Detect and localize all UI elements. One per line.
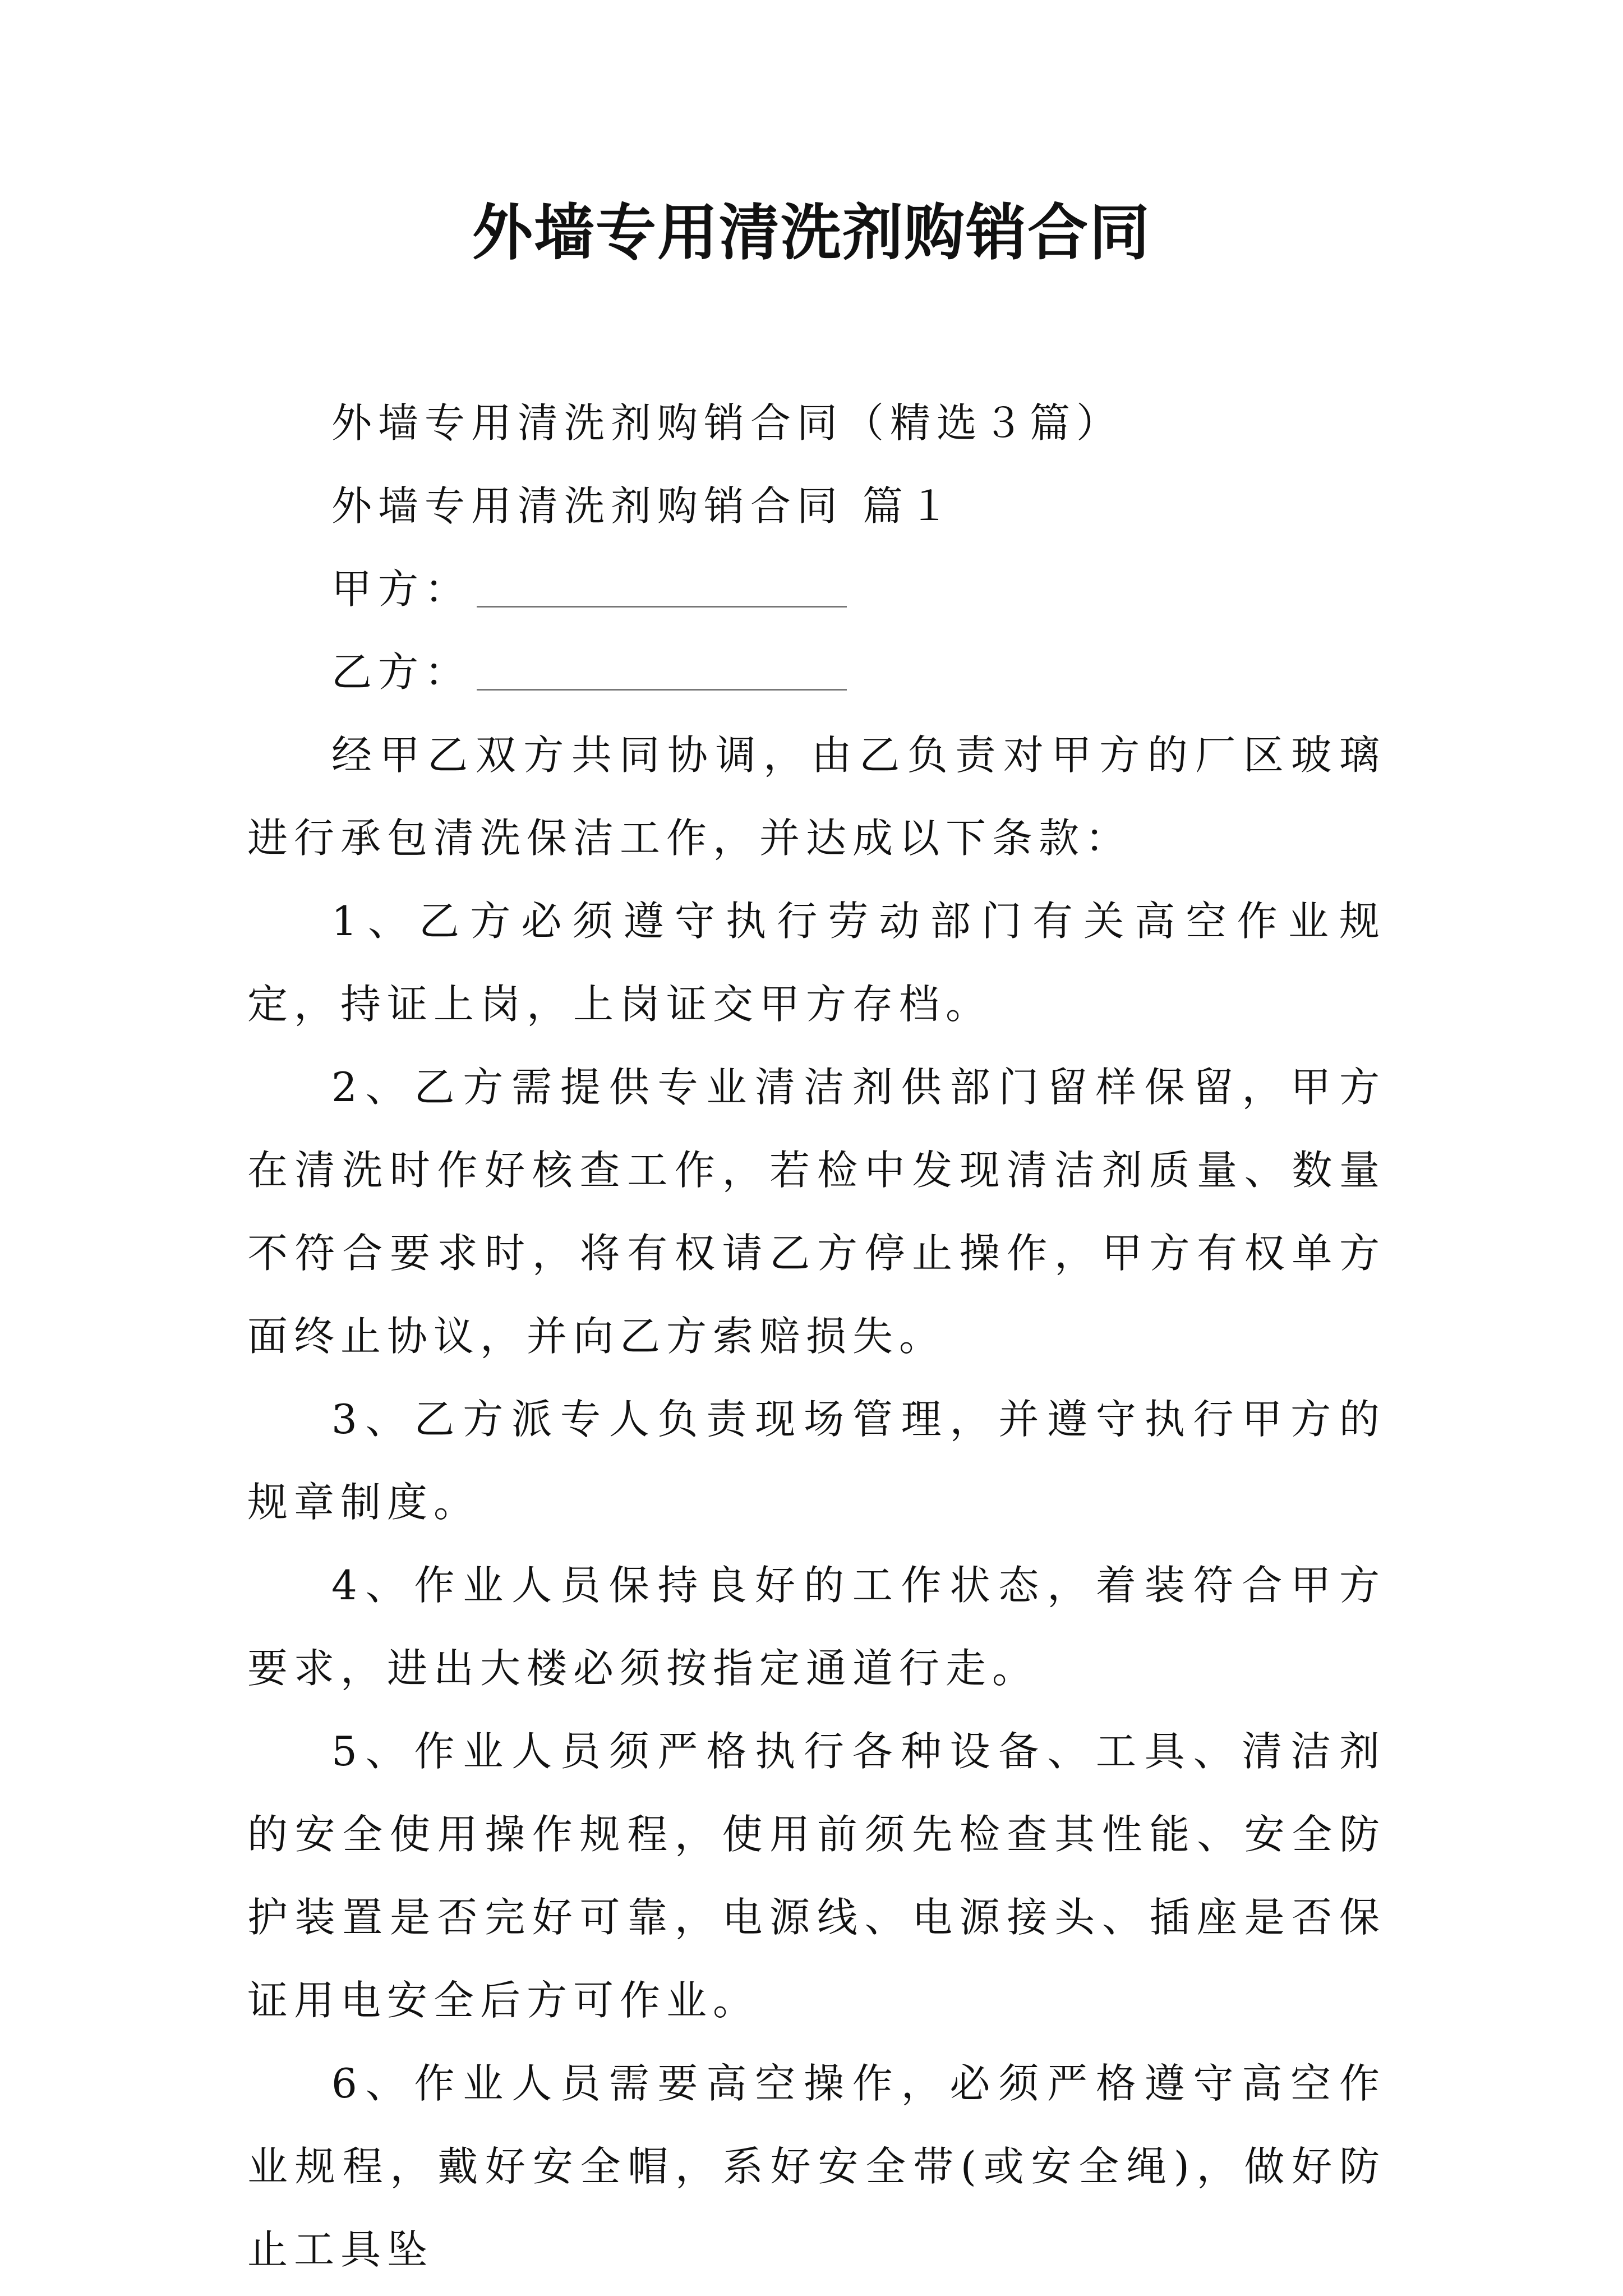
party-b-line xyxy=(247,631,1386,714)
intro-paragraph: 经甲乙双方共同协调，由乙负责对甲方的厂区玻璃进行承包清洗保洁工作，并达成以下条款： xyxy=(247,731,1386,862)
party-a-label: 甲方： xyxy=(331,565,472,613)
document-title: 外墙专用清洗剂购销合同 xyxy=(472,197,1151,268)
clause-6: 6、作业人员需要高空操作，必须严格遵守高空作业规程，戴好安全帽，系好安全带(或安全绳)，做好防止工具坠 xyxy=(247,2060,1386,2273)
subtitle-line: 外墙专用清洗剂购销合同（精选３篇） xyxy=(331,399,1123,447)
document-body xyxy=(247,381,1386,2291)
party-a-line xyxy=(247,547,1386,631)
clause-2: 2、乙方需提供专业清洁剂供部门留样保留，甲方在清洗时作好核查工作，若检中发现清洁剂质量、数量不符合要求时，将有权请乙方停止操作，甲方有权单方面终止协议，并向乙方索赔损失。 xyxy=(247,1064,1386,1360)
clause-1: 1、乙方必须遵守执行劳动部门有关高空作业规定，持证上岗，上岗证交甲方存档。 xyxy=(247,898,1386,1028)
party-b-blank xyxy=(477,687,847,691)
party-a-blank xyxy=(477,604,847,608)
clause-4: 4、作业人员保持良好的工作状态，着装符合甲方要求，进出大楼必须按指定通道行走。 xyxy=(247,1562,1386,1692)
section-heading: 外墙专用清洗剂购销合同 篇１ xyxy=(331,482,956,530)
clause-5: 5、作业人员须严格执行各种设备、工具、清洁剂的安全使用操作规程，使用前须先检查其性能、安全防护装置是否完好可靠，电源线、电源接头、插座是否保证用电安全后方可作业。 xyxy=(247,1728,1386,2024)
clause-3: 3、乙方派专人负责现场管理，并遵守执行甲方的规章制度。 xyxy=(247,1396,1386,1526)
party-b-label: 乙方： xyxy=(331,648,472,696)
